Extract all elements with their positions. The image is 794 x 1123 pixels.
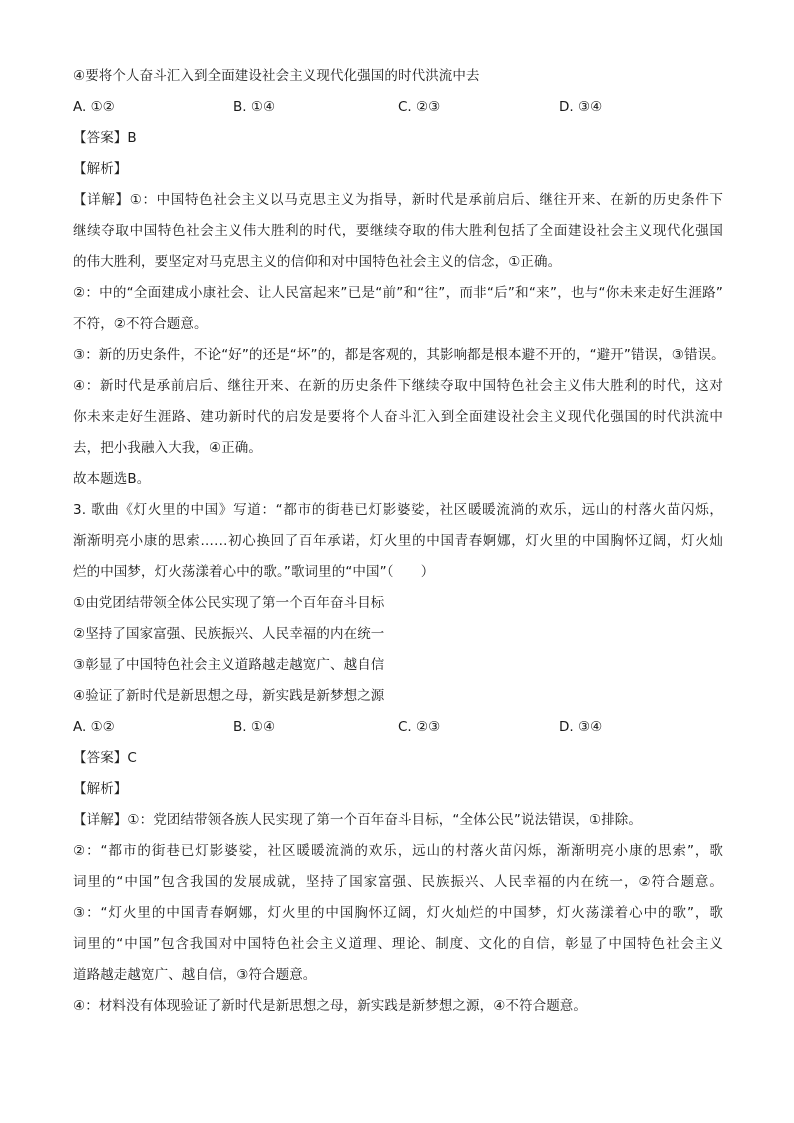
q3-detail-line: 词里的“中国”包含我国的发展成就，坚持了国家富强、民族振兴、人民幸福的内在统一，②符合题意。 <box>73 874 723 890</box>
q2-detail-line: ④：新时代是承前启后、继往开来、在新的历史条件下继续夺取中国特色社会主义伟大胜利的时代，这对 <box>73 378 723 394</box>
q3-detail-line: ③：“灯火里的中国青春婀娜，灯火里的中国胸怀辽阔，灯火灿烂的中国梦，灯火荡漾着心中的歌”，歌 <box>73 905 723 921</box>
q2-option-a: A. ①② <box>73 99 115 115</box>
q2-detail-line: 继续夺取中国特色社会主义伟大胜利的时代，要继续夺取的伟大胜利包括了全面建设社会主义现代化强国 <box>73 223 723 239</box>
q3-detail-line: 道路越走越宽广、越自信，③符合题意。 <box>73 967 317 983</box>
q3-option-a: A. ①② <box>73 719 115 735</box>
q3-option-d: D. ③④ <box>559 719 603 735</box>
q2-detail-line: 不符，②不符合题意。 <box>73 316 208 332</box>
q2-detail-line: 【详解】①：中国特色社会主义以马克思主义为指导，新时代是承前启后、继往开来、在新的历史条件下 <box>73 192 723 208</box>
q2-conclusion: 故本题选B。 <box>73 471 151 487</box>
q2-statement-4: ④要将个人奋斗汇入到全面建设社会主义现代化强国的时代洪流中去 <box>73 68 480 84</box>
q3-detail-line: 词里的“中国”包含我国对中国特色社会主义道理、理论、制度、文化的自信，彰显了中国特色社会主义 <box>73 936 723 952</box>
q3-stem-line: 3. 歌曲《灯火里的中国》写道：“都市的街巷已灯影婆娑，社区暖暖流淌的欢乐，远山的村落火苗闪烁， <box>73 502 723 518</box>
q2-options <box>73 97 693 117</box>
q3-options <box>73 717 693 737</box>
q3-detail-line: ④：材料没有体现验证了新时代是新思想之母，新实践是新梦想之源，④不符合题意。 <box>73 998 588 1014</box>
q3-stem-line: 烂的中国梦，灯火荡漾着心中的歌。”歌词里的“中国”（ ） <box>73 564 435 580</box>
q2-detail-line: 你未来走好生涯路、建功新时代的启发是要将个人奋斗汇入到全面建设社会主义现代化强国的时代洪流中 <box>73 409 723 425</box>
q2-option-b: B. ①④ <box>233 99 276 115</box>
q3-statement-3: ③彰显了中国特色社会主义道路越走越宽广、越自信 <box>73 657 385 673</box>
q3-option-c: C. ②③ <box>398 719 441 735</box>
q3-answer: 【答案】C <box>73 750 137 766</box>
q2-option-c: C. ②③ <box>398 99 441 115</box>
q3-statement-2: ②坚持了国家富强、民族振兴、人民幸福的内在统一 <box>73 626 385 642</box>
q2-detail-line: ②：中的“全面建成小康社会、让人民富起来”已是“前”和“往”，而非“后”和“来”，也与“你未来走好生涯路” <box>73 285 723 301</box>
q3-statement-1: ①由党团结带领全体公民实现了第一个百年奋斗目标 <box>73 595 385 611</box>
q2-answer: 【答案】B <box>73 130 137 146</box>
q3-analysis-label: 【解析】 <box>73 781 128 797</box>
q2-detail-line: 去，把小我融入大我，④正确。 <box>73 440 263 456</box>
q2-detail-line: 的伟大胜利，要坚定对马克思主义的信仰和对中国特色社会主义的信念，①正确。 <box>73 254 562 270</box>
q3-option-b: B. ①④ <box>233 719 276 735</box>
q3-detail-line: ②：“都市的街巷已灯影婆娑，社区暖暖流淌的欢乐，远山的村落火苗闪烁，渐渐明亮小康的思索”，歌 <box>73 843 723 859</box>
q2-analysis-label: 【解析】 <box>73 161 128 177</box>
q3-statement-4: ④验证了新时代是新思想之母，新实践是新梦想之源 <box>73 688 385 704</box>
q2-detail-line: ③：新的历史条件，不论“好”的还是“坏”的，都是客观的，其影响都是根本避不开的，“避开”错误，③错误。 <box>73 347 725 363</box>
q3-stem-line: 渐渐明亮小康的思索……初心换回了百年承诺，灯火里的中国青春婀娜，灯火里的中国胸怀辽阔，灯火灿 <box>73 533 723 549</box>
q2-option-d: D. ③④ <box>559 99 603 115</box>
q3-detail-line: 【详解】①：党团结带领各族人民实现了第一个百年奋斗目标，“全体公民”说法错误，①排除。 <box>73 812 642 828</box>
